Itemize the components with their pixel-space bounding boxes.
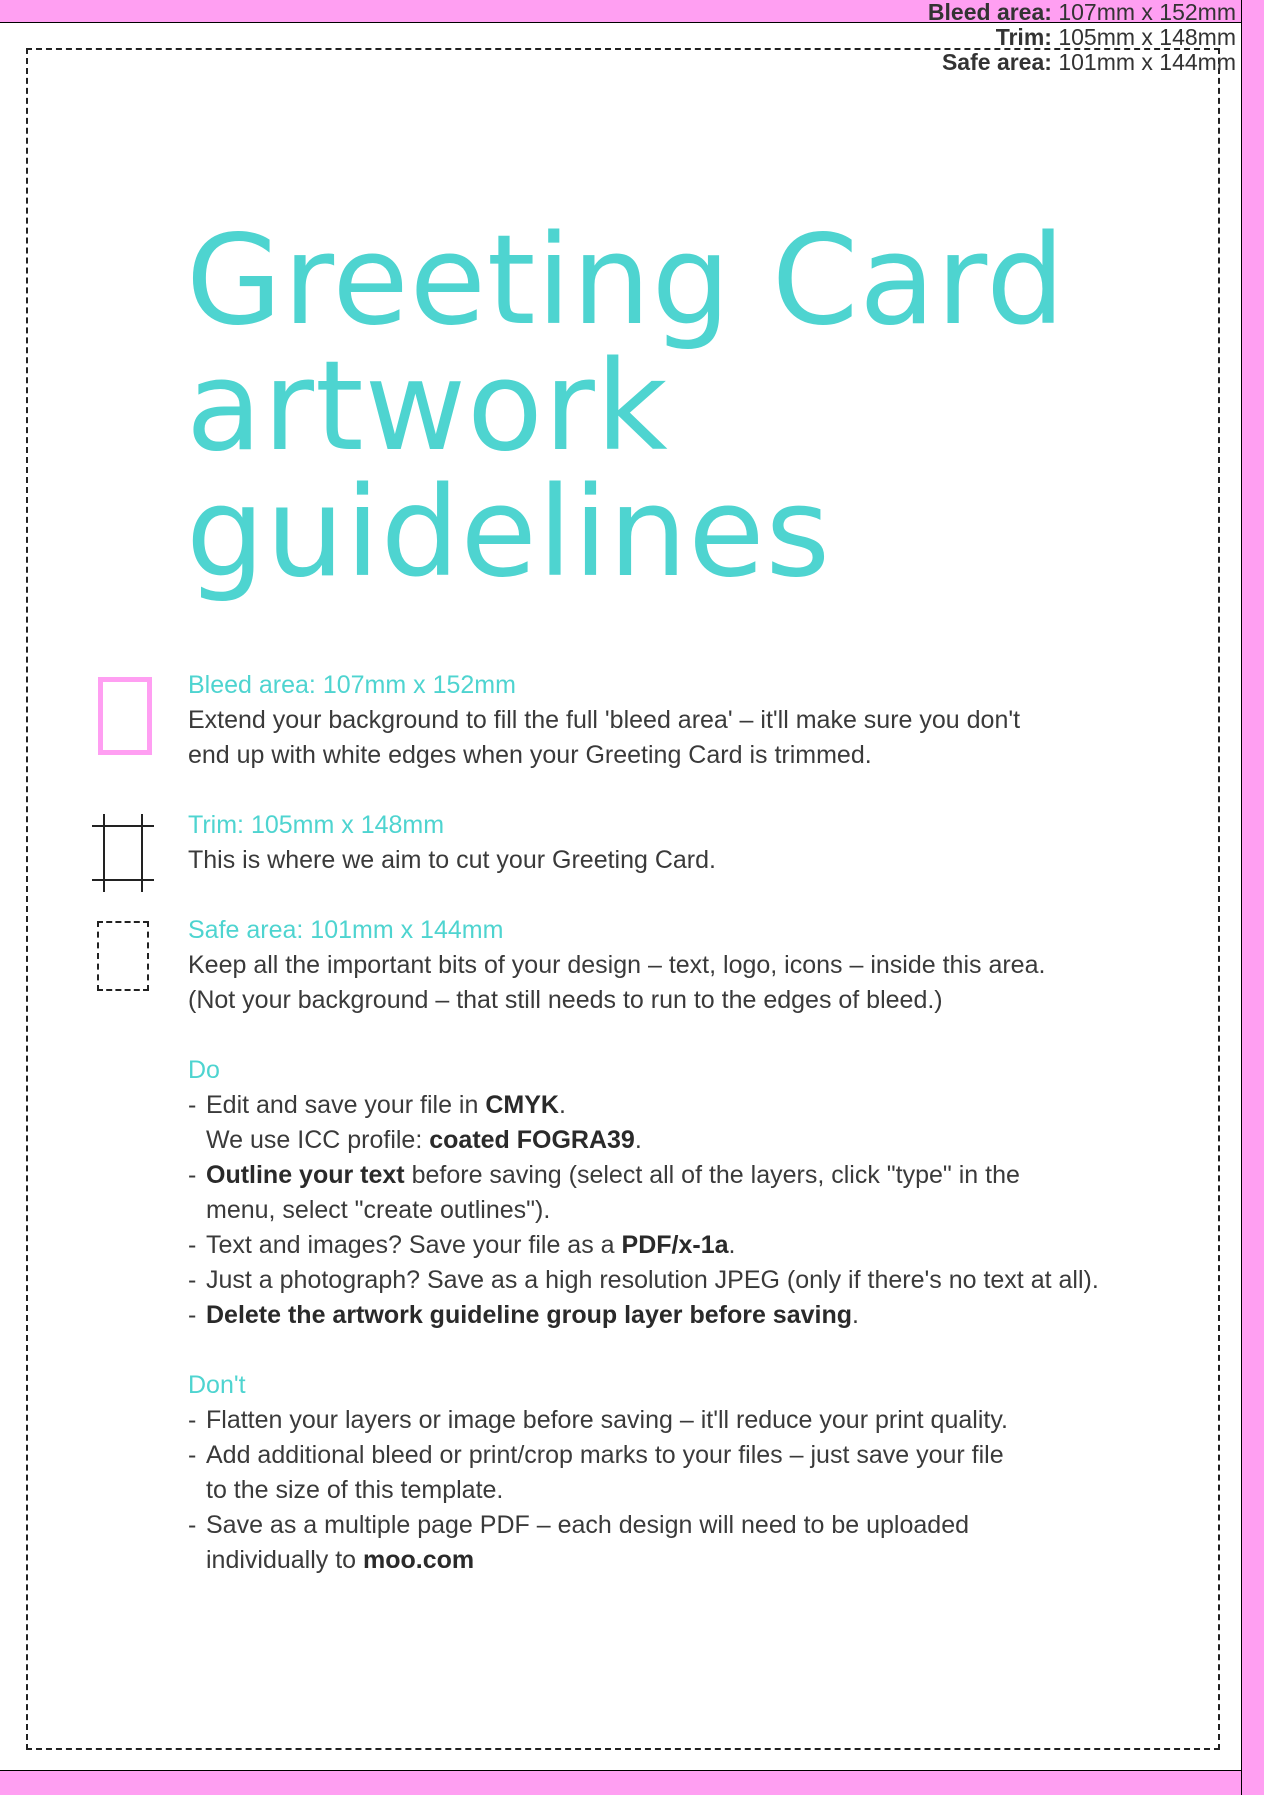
list-item: - Edit and save your file in CMYK. We use ICC profile: coated FOGRA39. (188, 1088, 1148, 1158)
list-item: - Flatten your layers or image before saving – it'll reduce your print quality. (188, 1403, 1148, 1438)
page-title: Greeting Card artwork guidelines (186, 209, 1066, 605)
list-item: - Text and images? Save your file as a PDF/x-1a. (188, 1228, 1148, 1263)
safe-area-icon (97, 921, 149, 991)
do-section: Do - Edit and save your file in CMYK. We use ICC profile: coated FOGRA39. - Outline your text before saving (select all of the layers, click "type" in the menu, select "create outlines"). - Text and images? Save your file as a PDF/x-1a. - Just a photograph? Save as a high resolution JPEG (only if there's no text at all). - Delete the artwork guideline group layer before saving. (188, 1053, 1148, 1333)
dont-section: Don't - Flatten your layers or image before saving – it'll reduce your print quality. - Add additional bleed or print/crop marks to your files – just save your file to the size of this template. - Save as a multiple page PDF – each design will need to be uploaded individually to moo.com (188, 1368, 1148, 1578)
trim-line-right (1241, 0, 1242, 1795)
spec-safe: Safe area: 101mm x 144mm (941, 49, 1236, 75)
list-item: - Add additional bleed or print/crop marks to your files – just save your file to the size of this template. (188, 1438, 1148, 1508)
trim-icon (92, 814, 154, 892)
list-item: - Just a photograph? Save as a high resolution JPEG (only if there's no text at all). (188, 1263, 1148, 1298)
trim-section: Trim: 105mm x 148mm This is where we aim to cut your Greeting Card. (188, 811, 716, 874)
list-item: - Outline your text before saving (select all of the layers, click "type" in the menu, select "create outlines"). (188, 1158, 1148, 1228)
safe-section: Safe area: 101mm x 144mm Keep all the important bits of your design – text, logo, icons – inside this area. (Not your background – that still needs to run to the edges of bleed.) (188, 916, 1046, 1014)
trim-line-bottom (0, 1770, 1242, 1771)
list-item: - Save as a multiple page PDF – each design will need to be uploaded individually to moo.com (188, 1508, 1148, 1578)
list-item: - Delete the artwork guideline group layer before saving. (188, 1298, 1148, 1333)
spec-labels (928, 0, 1236, 75)
bleed-section: Bleed area: 107mm x 152mm Extend your background to fill the full 'bleed area' – it'll make sure you don't end up with white edges when your Greeting Card is trimmed. (188, 671, 1021, 769)
spec-bleed: Bleed area: 107mm x 152mm (927, 0, 1236, 25)
bleed-area-icon (98, 677, 152, 755)
spec-trim: Trim: 105mm x 148mm (995, 24, 1236, 50)
